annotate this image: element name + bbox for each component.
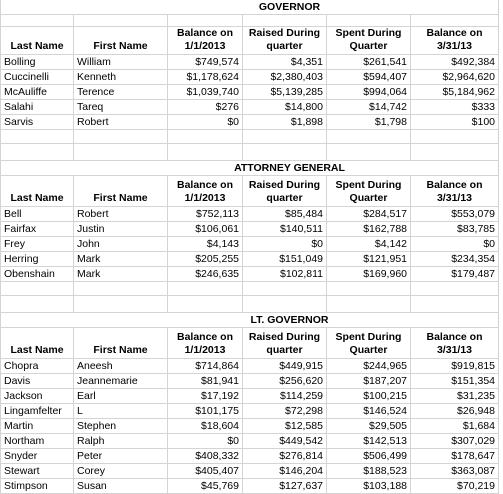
cell-last-name[interactable]: Cuccinelli <box>0 70 74 85</box>
cell-last-name[interactable]: Stimpson <box>0 479 74 494</box>
cell-balance-end[interactable]: $333 <box>411 100 499 115</box>
cell-balance-end[interactable]: $5,184,962 <box>411 85 499 100</box>
cell-first-name[interactable]: Earl <box>74 389 168 404</box>
cell-balance-end[interactable]: $70,219 <box>411 479 499 494</box>
cell[interactable] <box>74 15 168 27</box>
header-row <box>0 328 503 359</box>
cell-last-name[interactable]: Chopra <box>0 359 74 374</box>
cell-spent[interactable]: $100,215 <box>327 389 411 404</box>
cell-raised[interactable]: $102,811 <box>243 267 327 282</box>
header-balance-start[interactable]: Balance on 1/1/2013 <box>168 328 243 359</box>
cell-first-name[interactable]: Peter <box>74 449 168 464</box>
cell-last-name[interactable]: Fairfax <box>0 222 74 237</box>
cell-spent[interactable]: $506,499 <box>327 449 411 464</box>
cell-raised[interactable]: $127,637 <box>243 479 327 494</box>
cell-balance-end[interactable]: $178,647 <box>411 449 499 464</box>
cell-first-name[interactable]: Robert <box>74 207 168 222</box>
cell[interactable] <box>168 130 243 144</box>
cell-first-name[interactable]: William <box>74 55 168 70</box>
table-row <box>0 85 503 100</box>
cell-balance-end[interactable]: $363,087 <box>411 464 499 479</box>
cell-balance-end[interactable]: $151,354 <box>411 374 499 389</box>
cell-balance-end[interactable]: $919,815 <box>411 359 499 374</box>
cell-raised[interactable]: $276,814 <box>243 449 327 464</box>
section-title-row <box>0 161 503 176</box>
cell-raised[interactable]: $146,204 <box>243 464 327 479</box>
cell-raised[interactable]: $151,049 <box>243 252 327 267</box>
cell[interactable] <box>0 144 74 161</box>
cell-first-name[interactable]: Tareq <box>74 100 168 115</box>
spacer-row <box>0 296 503 313</box>
cell[interactable] <box>243 130 327 144</box>
cell-raised[interactable]: $72,298 <box>243 404 327 419</box>
header-last-name[interactable]: Last Name <box>0 176 74 207</box>
cell-balance-end[interactable]: $83,785 <box>411 222 499 237</box>
cell[interactable] <box>243 144 327 161</box>
table-row <box>0 252 503 267</box>
cell-last-name[interactable]: Stewart <box>0 464 74 479</box>
cell-raised[interactable]: $14,800 <box>243 100 327 115</box>
header-raised[interactable]: Raised During quarter <box>243 328 327 359</box>
cell-first-name[interactable]: Justin <box>74 222 168 237</box>
cell-last-name[interactable]: Sarvis <box>0 115 74 130</box>
table-row <box>0 374 503 389</box>
cell[interactable] <box>168 144 243 161</box>
table-row <box>0 359 503 374</box>
cell-spent[interactable]: $188,523 <box>327 464 411 479</box>
cell-last-name[interactable]: Martin <box>0 419 74 434</box>
table-row <box>0 70 503 85</box>
cell-last-name[interactable]: Snyder <box>0 449 74 464</box>
cell-balance-end[interactable]: $1,684 <box>411 419 499 434</box>
header-raised[interactable]: Raised During quarter <box>243 176 327 207</box>
cell[interactable] <box>168 15 243 27</box>
table-row <box>0 222 503 237</box>
table-row <box>0 237 503 252</box>
cell-last-name[interactable]: Northam <box>0 434 74 449</box>
cell-balance-start[interactable]: $752,113 <box>168 207 243 222</box>
cell-spent[interactable]: $4,142 <box>327 237 411 252</box>
section-title-row <box>0 0 503 15</box>
header-spent[interactable]: Spent During Quarter <box>327 27 411 55</box>
cell-first-name[interactable]: Robert <box>74 115 168 130</box>
cell-spent[interactable]: $103,188 <box>327 479 411 494</box>
table-row <box>0 389 503 404</box>
section-title: ATTORNEY GENERAL <box>234 162 345 174</box>
cell-raised[interactable]: $449,542 <box>243 434 327 449</box>
cell-balance-start[interactable]: $0 <box>168 115 243 130</box>
cell-raised[interactable]: $114,259 <box>243 389 327 404</box>
header-row <box>0 27 503 55</box>
cell-first-name[interactable]: Mark <box>74 267 168 282</box>
cell-spent[interactable]: $284,517 <box>327 207 411 222</box>
cell-last-name[interactable]: Obenshain <box>0 267 74 282</box>
cell[interactable] <box>411 144 499 161</box>
cell[interactable] <box>411 130 499 144</box>
cell-balance-end[interactable]: $0 <box>411 237 499 252</box>
cell-balance-start[interactable]: $1,178,624 <box>168 70 243 85</box>
table-row <box>0 404 503 419</box>
cell-spent[interactable]: $244,965 <box>327 359 411 374</box>
cell-spent[interactable]: $594,407 <box>327 70 411 85</box>
table-row <box>0 267 503 282</box>
cell-balance-start[interactable]: $4,143 <box>168 237 243 252</box>
cell[interactable] <box>411 282 499 296</box>
header-first-name[interactable]: First Name <box>74 328 168 359</box>
cell-first-name[interactable]: Jeannemarie <box>74 374 168 389</box>
cell-spent[interactable]: $14,742 <box>327 100 411 115</box>
cell-raised[interactable]: $1,898 <box>243 115 327 130</box>
section-title: LT. GOVERNOR <box>250 314 329 326</box>
header-last-name[interactable]: Last Name <box>0 27 74 55</box>
cell-first-name[interactable]: John <box>74 237 168 252</box>
cell-raised[interactable]: $85,484 <box>243 207 327 222</box>
cell-balance-start[interactable]: $17,192 <box>168 389 243 404</box>
cell-last-name[interactable]: McAuliffe <box>0 85 74 100</box>
section-title: GOVERNOR <box>258 1 321 13</box>
cell-raised[interactable]: $0 <box>243 237 327 252</box>
cell[interactable] <box>243 15 327 27</box>
cell-balance-start[interactable]: $0 <box>168 434 243 449</box>
header-first-name[interactable]: First Name <box>74 27 168 55</box>
cell-balance-start[interactable]: $1,039,740 <box>168 85 243 100</box>
cell-balance-start[interactable]: $101,175 <box>168 404 243 419</box>
cell[interactable] <box>168 296 243 313</box>
spacer-row <box>0 144 503 161</box>
cell-spent[interactable]: $994,064 <box>327 85 411 100</box>
header-row <box>0 176 503 207</box>
cell-first-name[interactable]: L <box>74 404 168 419</box>
table-row <box>0 207 503 222</box>
cell-raised[interactable]: $12,585 <box>243 419 327 434</box>
cell[interactable] <box>74 144 168 161</box>
cell-last-name[interactable]: Davis <box>0 374 74 389</box>
cell-spent[interactable]: $29,505 <box>327 419 411 434</box>
cell-balance-end[interactable]: $234,354 <box>411 252 499 267</box>
cell-balance-end[interactable]: $307,029 <box>411 434 499 449</box>
cell-last-name[interactable]: Bolling <box>0 55 74 70</box>
cell-spent[interactable]: $187,207 <box>327 374 411 389</box>
cell[interactable] <box>243 282 327 296</box>
cell[interactable] <box>411 296 499 313</box>
cell[interactable] <box>327 15 411 27</box>
cell-last-name[interactable]: Jackson <box>0 389 74 404</box>
cell[interactable] <box>0 296 74 313</box>
cell-balance-start[interactable]: $246,635 <box>168 267 243 282</box>
header-first-name[interactable]: First Name <box>74 176 168 207</box>
cell-raised[interactable]: $140,511 <box>243 222 327 237</box>
spacer-row <box>0 130 503 144</box>
cell-balance-start[interactable]: $205,255 <box>168 252 243 267</box>
cell-first-name[interactable]: Ralph <box>74 434 168 449</box>
cell-spent[interactable]: $146,524 <box>327 404 411 419</box>
cell-first-name[interactable]: Stephen <box>74 419 168 434</box>
table-row <box>0 434 503 449</box>
cell[interactable] <box>0 282 74 296</box>
cell[interactable] <box>74 296 168 313</box>
cell-balance-end[interactable]: $492,384 <box>411 55 499 70</box>
cell-spent[interactable]: $1,798 <box>327 115 411 130</box>
cell-spent[interactable]: $162,788 <box>327 222 411 237</box>
cell-balance-end[interactable]: $31,235 <box>411 389 499 404</box>
header-balance-start[interactable]: Balance on 1/1/2013 <box>168 27 243 55</box>
cell-balance-end[interactable]: $100 <box>411 115 499 130</box>
cell-raised[interactable]: $256,620 <box>243 374 327 389</box>
cell-raised[interactable]: $4,351 <box>243 55 327 70</box>
cell-balance-end[interactable]: $553,079 <box>411 207 499 222</box>
cell[interactable] <box>327 144 411 161</box>
header-last-name[interactable]: Last Name <box>0 328 74 359</box>
cell-balance-start[interactable]: $18,604 <box>168 419 243 434</box>
table-row <box>0 449 503 464</box>
table-row <box>0 55 503 70</box>
cell-raised[interactable]: $2,380,403 <box>243 70 327 85</box>
cell[interactable] <box>327 130 411 144</box>
cell-first-name[interactable]: Corey <box>74 464 168 479</box>
cell-raised[interactable]: $449,915 <box>243 359 327 374</box>
cell-balance-start[interactable]: $408,332 <box>168 449 243 464</box>
cell-last-name[interactable]: Salahi <box>0 100 74 115</box>
cell-last-name[interactable]: Bell <box>0 207 74 222</box>
cell-raised[interactable]: $5,139,285 <box>243 85 327 100</box>
cell-first-name[interactable]: Susan <box>74 479 168 494</box>
cell-last-name[interactable]: Frey <box>0 237 74 252</box>
cell[interactable] <box>411 15 499 27</box>
cell[interactable] <box>327 296 411 313</box>
header-raised[interactable]: Raised During quarter <box>243 27 327 55</box>
cell[interactable] <box>74 282 168 296</box>
cell-balance-end[interactable]: $179,487 <box>411 267 499 282</box>
cell[interactable] <box>74 130 168 144</box>
cell[interactable] <box>327 282 411 296</box>
cell-first-name[interactable]: Kenneth <box>74 70 168 85</box>
cell-balance-start[interactable]: $81,941 <box>168 374 243 389</box>
spacer-row <box>0 15 503 27</box>
cell-first-name[interactable]: Aneesh <box>74 359 168 374</box>
cell[interactable] <box>0 130 74 144</box>
header-spent[interactable]: Spent During Quarter <box>327 176 411 207</box>
cell-last-name[interactable]: Lingamfelter <box>0 404 74 419</box>
cell-balance-start[interactable]: $714,864 <box>168 359 243 374</box>
cell-spent[interactable]: $121,951 <box>327 252 411 267</box>
cell-balance-start[interactable]: $45,769 <box>168 479 243 494</box>
spacer-row <box>0 282 503 296</box>
table-row <box>0 464 503 479</box>
cell-spent[interactable]: $142,513 <box>327 434 411 449</box>
header-balance-end[interactable]: Balance on 3/31/13 <box>411 27 499 55</box>
section-title-row <box>0 313 503 328</box>
cell-balance-start[interactable]: $749,574 <box>168 55 243 70</box>
table-row <box>0 115 503 130</box>
table-row <box>0 479 503 494</box>
header-balance-end[interactable]: Balance on 3/31/13 <box>411 328 499 359</box>
cell-spent[interactable]: $169,960 <box>327 267 411 282</box>
cell[interactable] <box>0 15 74 27</box>
header-balance-start[interactable]: Balance on 1/1/2013 <box>168 176 243 207</box>
cell-last-name[interactable]: Herring <box>0 252 74 267</box>
table-row <box>0 419 503 434</box>
cell-balance-end[interactable]: $26,948 <box>411 404 499 419</box>
header-balance-end[interactable]: Balance on 3/31/13 <box>411 176 499 207</box>
cell[interactable] <box>168 282 243 296</box>
cell-balance-start[interactable]: $405,407 <box>168 464 243 479</box>
cell-first-name[interactable]: Mark <box>74 252 168 267</box>
cell-first-name[interactable]: Terence <box>74 85 168 100</box>
cell-balance-end[interactable]: $2,964,620 <box>411 70 499 85</box>
table-row <box>0 100 503 115</box>
cell-balance-start[interactable]: $106,061 <box>168 222 243 237</box>
cell-balance-start[interactable]: $276 <box>168 100 243 115</box>
header-spent[interactable]: Spent During Quarter <box>327 328 411 359</box>
cell-spent[interactable]: $261,541 <box>327 55 411 70</box>
cell[interactable] <box>243 296 327 313</box>
